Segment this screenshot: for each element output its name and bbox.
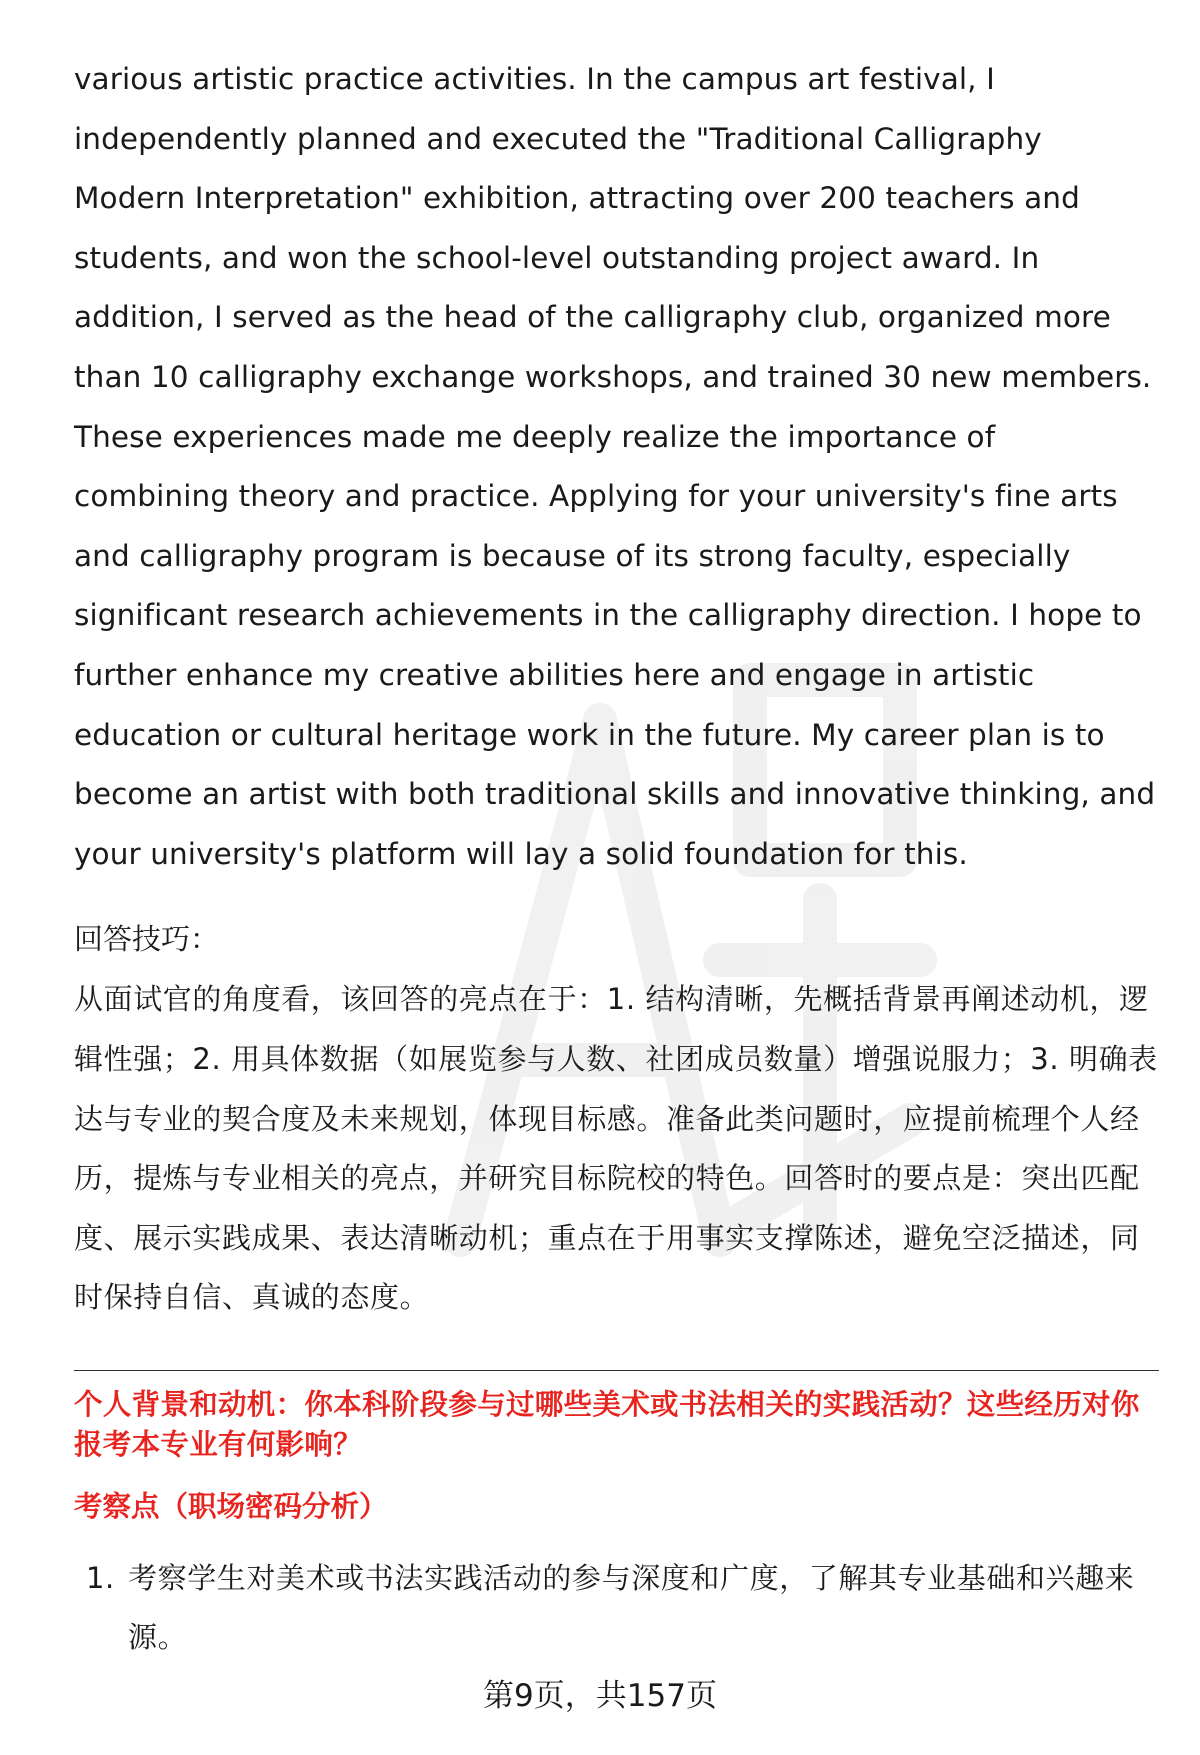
section-divider — [74, 1370, 1159, 1371]
tips-paragraph: 从面试官的角度看，该回答的亮点在于：1. 结构清晰，先概括背景再阐述动机，逻辑性强；2. 用具体数据（如展览参与人数、社团成员数量）增强说服力；3. 明确表达与专业的契合度及未来规划，体现目标感。准备此类问题时，应提前梳理个人经历，提炼与专业相关的亮点，并研究目标院校的特色。回答时的要点是：突出匹配度、展示实践成果、表达清晰动机；重点在于用事实支撑陈述，避免空泛描述，同时保持自信、真诚的态度。 — [74, 982, 1158, 1315]
list-item-text: 考察学生对美术或书法实践活动的参与深度和广度，了解其专业基础和兴趣来源。 — [128, 1560, 1135, 1655]
list-item — [74, 1549, 1159, 1668]
focus-points-title: 考察点（职场密码分析） — [74, 1489, 388, 1523]
document-page — [74, 50, 1159, 1668]
focus-points-list — [74, 1549, 1159, 1668]
list-item-number: 1. — [86, 1560, 115, 1595]
answer-english-paragraph: various artistic practice activities. In the campus art festival, I independently planned and executed the "Traditional Calligraphy Modern Interpretation" exhibition, attracting over 200 teachers and students, and won the school-level outstanding project award. In addition, I served as the head of the calligraphy club, organized more than 10 calligraphy exchange workshops, and trained 30 new members. These experiences made me deeply realize the importance of combining theory and practice. Applying for your university's fine arts and calligraphy program is because of its strong faculty, especially significant research achievements in the calligraphy direction. I hope to further enhance my creative abilities here and engage in artistic education or cultural heritage work in the future. My career plan is to become an artist with both traditional skills and innovative thinking, and your university's platform will lay a solid foundation for this. — [74, 62, 1156, 871]
page-number-footer: 第9页，共157页 — [483, 1678, 717, 1714]
tips-label: 回答技巧： — [74, 922, 220, 957]
question-heading: 个人背景和动机：你本科阶段参与过哪些美术或书法相关的实践活动？这些经历对你报考本专业有何影响？ — [74, 1387, 1140, 1461]
